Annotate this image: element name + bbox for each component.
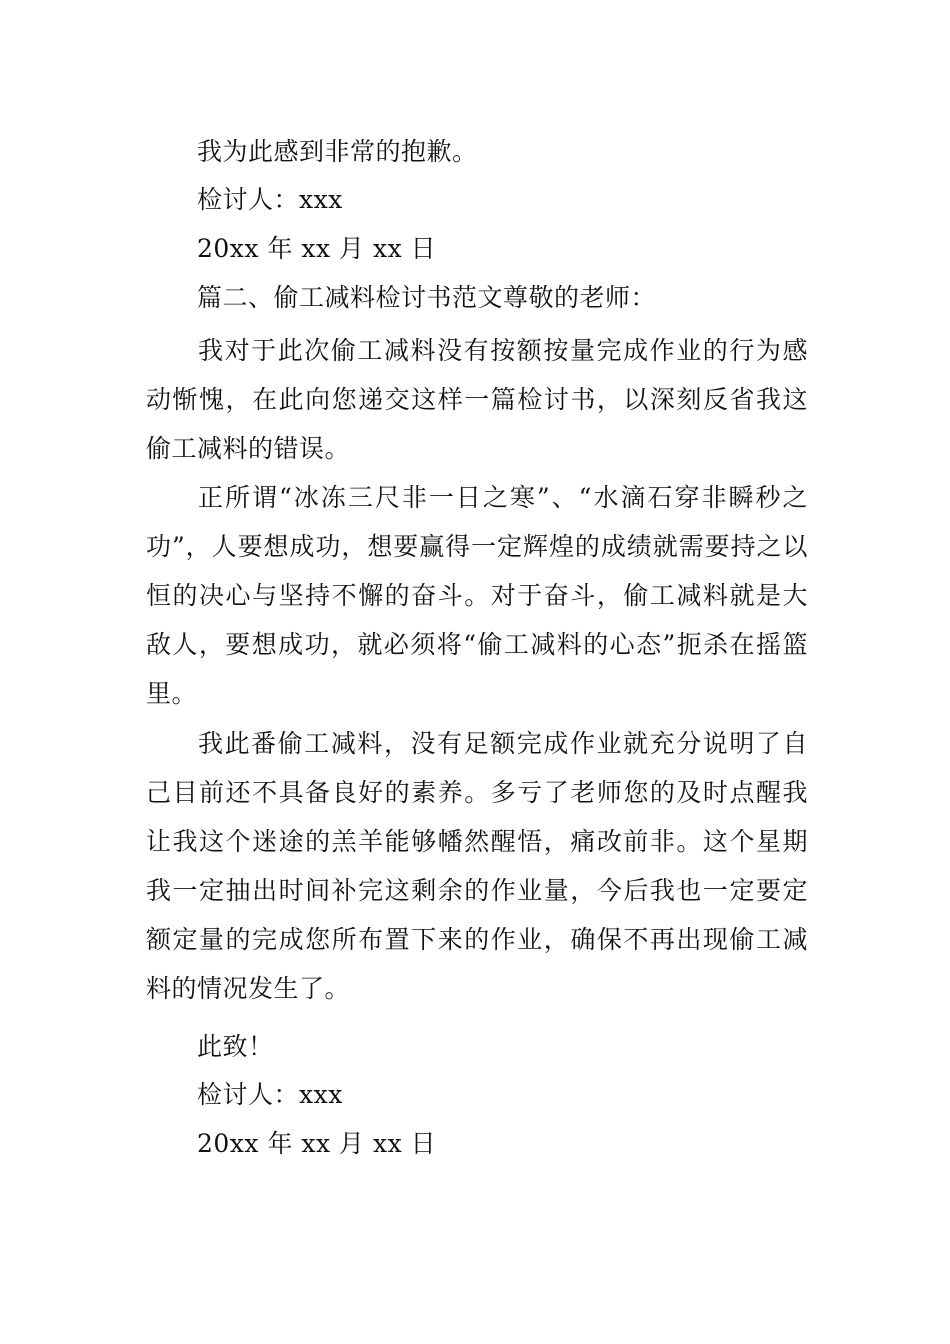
signer-line: 检讨人：xxx [197,185,343,214]
signer-line-2: 检讨人：xxx [197,1080,343,1109]
paragraph-3: 我此番偷工减料，没有足额完成作业就充分说明了自己目前还不具备良好的素养。多亏了老师您的及时点醒我让我这个迷途的羔羊能够幡然醒悟，痛改前非。这个星期我一定抽出时间补完这剩余的作业量，今后我也一定要定额定量的完成您所布置下来的作业，确保不再出现偷工减料的情况发生了。 [146,729,808,1003]
date-line-2: 20xx 年 xx 月 xx 日 [197,1129,437,1158]
paragraph-2: 正所谓“冰冻三尺非一日之寒”、“水滴石穿非瞬秒之功”，人要想成功，想要赢得一定辉煌的成绩就需要持之以恒的决心与坚持不懈的奋斗。对于奋斗，偷工减料就是大敌人，要想成功，就必须将“偷工减料的心态”扼杀在摇篮里。 [146,483,808,708]
section-title: 篇二、偷工减料检讨书范文尊敬的老师： [197,283,657,312]
closing-line: 此致！ [197,1032,274,1061]
date-line: 20xx 年 xx 月 xx 日 [197,234,437,263]
paragraph-1: 我对于此次偷工减料没有按额按量完成作业的行为感动惭愧，在此向您递交这样一篇检讨书，以深刻反省我这偷工减料的错误。 [146,336,808,463]
apology-line: 我为此感到非常的抱歉。 [197,137,478,166]
